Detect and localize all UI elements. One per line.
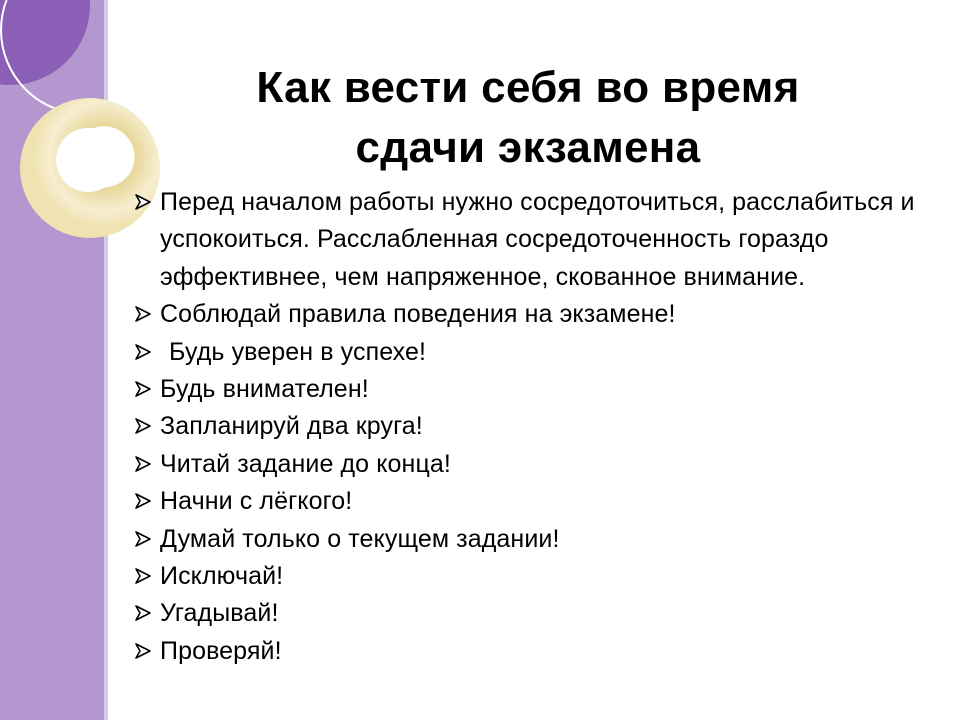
bullet-text: Запланируй два круга! — [160, 412, 423, 441]
bullet-text: Читай задание до конца! — [160, 449, 451, 478]
bullet-item — [128, 521, 948, 558]
bullet-item — [128, 184, 948, 296]
bullet-text: Будь уверен в успехе! — [169, 337, 427, 366]
bullet-text: Думай только о текущем задании! — [160, 524, 560, 553]
decorative-ring-hole — [56, 128, 120, 192]
bullet-item — [128, 595, 948, 632]
bullet-list — [128, 184, 948, 670]
arrowhead-bullet-icon — [134, 380, 152, 398]
bullet-item — [128, 296, 948, 333]
arrowhead-bullet-icon — [134, 530, 152, 548]
slide-title — [128, 58, 918, 178]
bullet-text: Перед началом работы нужно сосредоточиться, расслабиться и успокоиться. Расслабленная сосредоточенность гораздо эффективнее, чем напряженное, скованное внимание. — [160, 188, 915, 291]
arrowhead-bullet-icon — [134, 567, 152, 585]
bullet-item — [128, 334, 948, 371]
bullet-item — [128, 633, 948, 670]
arrowhead-bullet-icon — [134, 193, 152, 211]
arrowhead-bullet-icon — [134, 492, 152, 510]
bullet-item — [128, 446, 948, 483]
arrowhead-bullet-icon — [134, 417, 152, 435]
bullet-item — [128, 558, 948, 595]
bullet-item — [128, 483, 948, 520]
arrowhead-bullet-icon — [134, 305, 152, 323]
arrowhead-bullet-icon — [134, 343, 152, 361]
bullet-text: Проверяй! — [160, 636, 282, 665]
bullet-text: Исключай! — [160, 562, 284, 591]
arrowhead-bullet-icon — [134, 642, 152, 660]
bullet-item — [128, 371, 948, 408]
arrowhead-bullet-icon — [134, 455, 152, 473]
title-line-1: Как вести себя во время — [256, 63, 800, 112]
bullet-text: Начни с лёгкого! — [160, 487, 353, 516]
arrowhead-bullet-icon — [134, 604, 152, 622]
bullet-text: Соблюдай правила поведения на экзамене! — [160, 300, 676, 329]
bullet-text: Будь внимателен! — [160, 375, 369, 404]
bullet-text: Угадывай! — [160, 599, 279, 628]
title-line-2: сдачи экзамена — [355, 123, 701, 172]
slide-content — [128, 58, 948, 670]
bullet-item — [128, 408, 948, 445]
